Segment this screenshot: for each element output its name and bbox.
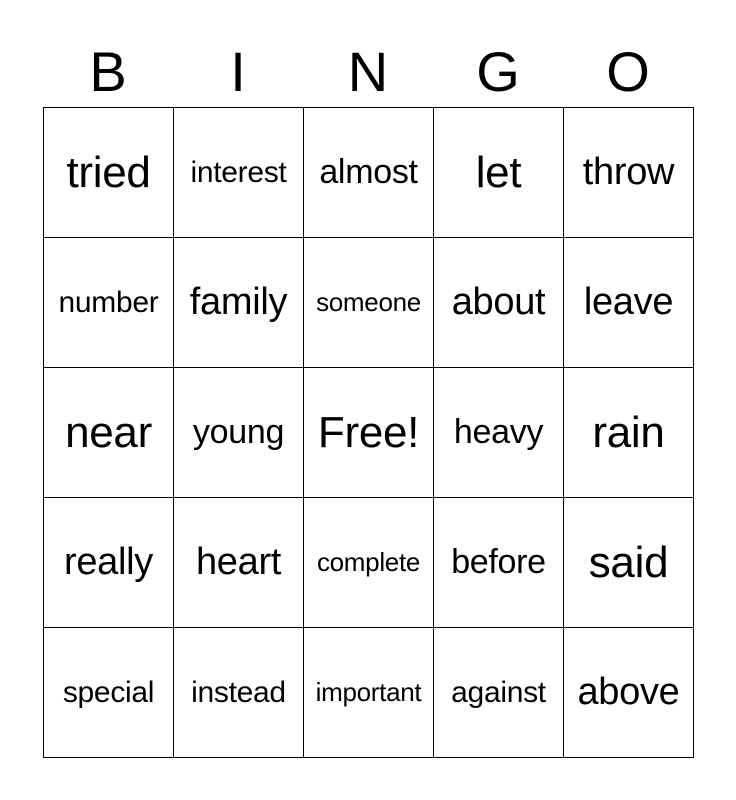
bingo-cell[interactable] xyxy=(174,108,304,238)
cell-word: before xyxy=(451,543,546,581)
bingo-cell[interactable] xyxy=(44,498,174,628)
bingo-cell[interactable] xyxy=(564,368,694,498)
free-space-cell[interactable] xyxy=(304,368,434,498)
bingo-cell[interactable] xyxy=(304,628,434,758)
bingo-cell[interactable] xyxy=(434,628,564,758)
free-space-label: Free! xyxy=(317,407,420,457)
header-letter-b: B xyxy=(89,40,127,103)
cell-word: young xyxy=(192,413,285,451)
bingo-cell[interactable] xyxy=(174,628,304,758)
bingo-card xyxy=(43,107,694,758)
cell-word: someone xyxy=(316,287,421,317)
bingo-header xyxy=(43,40,693,104)
cell-word: said xyxy=(588,537,669,587)
header-letter-n: N xyxy=(347,40,389,103)
cell-word: about xyxy=(451,281,546,323)
cell-word: tried xyxy=(66,147,151,197)
cell-word: number xyxy=(58,285,159,319)
bingo-cell[interactable] xyxy=(174,498,304,628)
header-letter-i: I xyxy=(230,40,246,103)
bingo-cell[interactable] xyxy=(174,368,304,498)
cell-word: rain xyxy=(592,407,665,457)
bingo-cell[interactable] xyxy=(44,368,174,498)
cell-word: really xyxy=(63,541,153,583)
bingo-cell[interactable] xyxy=(44,628,174,758)
bingo-cell[interactable] xyxy=(304,108,434,238)
bingo-cell[interactable] xyxy=(434,108,564,238)
bingo-cell[interactable] xyxy=(44,108,174,238)
bingo-cell[interactable] xyxy=(564,238,694,368)
bingo-cell[interactable] xyxy=(564,628,694,758)
cell-word: leave xyxy=(583,281,674,323)
header-letter-o: O xyxy=(606,40,650,103)
cell-word: against xyxy=(451,675,546,709)
cell-word: instead xyxy=(191,675,286,709)
bingo-cell[interactable] xyxy=(564,498,694,628)
bingo-cell[interactable] xyxy=(174,238,304,368)
cell-word: heart xyxy=(195,541,282,583)
bingo-cell[interactable] xyxy=(564,108,694,238)
cell-word: throw xyxy=(582,151,675,193)
bingo-cell[interactable] xyxy=(434,238,564,368)
bingo-cell[interactable] xyxy=(434,368,564,498)
cell-word: family xyxy=(189,281,288,323)
bingo-cell[interactable] xyxy=(434,498,564,628)
cell-word: interest xyxy=(190,155,287,189)
cell-word: above xyxy=(577,671,680,713)
header-letter-g: G xyxy=(476,40,520,103)
cell-word: let xyxy=(475,147,522,197)
bingo-cell[interactable] xyxy=(304,498,434,628)
cell-word: heavy xyxy=(453,413,544,451)
cell-word: complete xyxy=(316,547,421,577)
cell-word: special xyxy=(62,675,155,709)
bingo-cell[interactable] xyxy=(44,238,174,368)
cell-word: near xyxy=(65,407,152,457)
cell-word: almost xyxy=(319,153,418,191)
bingo-cell[interactable] xyxy=(304,238,434,368)
cell-word: important xyxy=(315,677,422,707)
